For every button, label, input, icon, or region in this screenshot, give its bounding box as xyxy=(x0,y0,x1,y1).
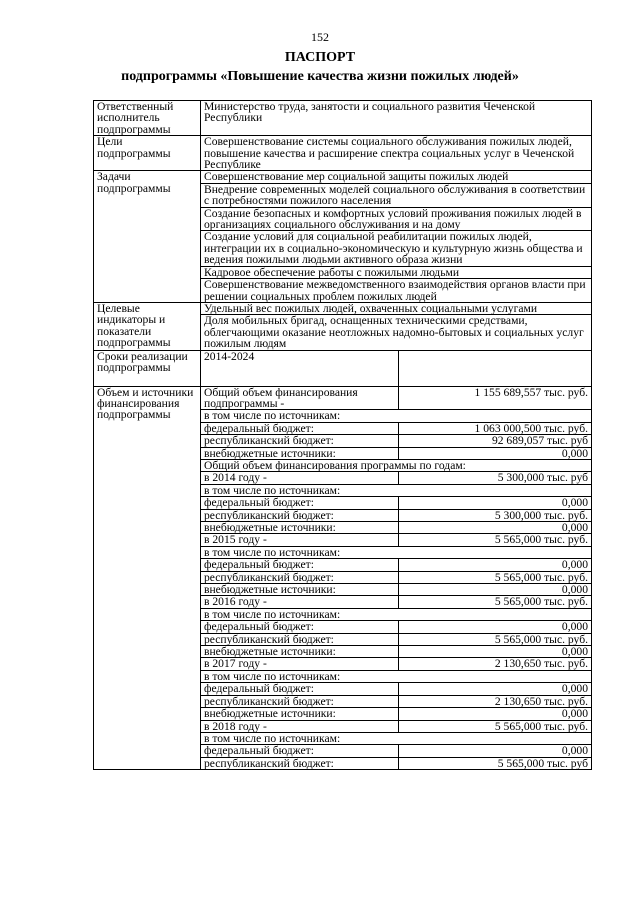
funding-label: республиканский бюджет: xyxy=(201,757,399,769)
funding-label: внебюджетные источники: xyxy=(201,584,399,596)
funding-sources-label: в том числе по источникам: xyxy=(201,670,592,682)
year-label: в 2016 году - xyxy=(201,596,399,608)
table-row xyxy=(94,136,592,171)
funding-value: 0,000 xyxy=(399,447,592,459)
year-label: в 2017 году - xyxy=(201,658,399,670)
funding-label: федеральный бюджет: xyxy=(201,683,399,695)
funding-by-years-label: Общий объем финансирования программы по годам: xyxy=(201,459,592,471)
funding-value: 0,000 xyxy=(399,745,592,757)
funding-value: 0,000 xyxy=(399,522,592,534)
table-row xyxy=(94,302,592,314)
funding-value: 0,000 xyxy=(399,621,592,633)
page-number: 152 xyxy=(311,30,329,44)
funding-total-value: 1 155 689,557 тыс. руб. xyxy=(399,386,592,410)
year-label: в 2014 году - xyxy=(201,472,399,484)
task-item: Совершенствование мер социальной защиты пожилых людей xyxy=(201,171,592,183)
table-row xyxy=(94,386,592,410)
task-item: Совершенствование межведомственного взаимодействия органов власти при решении социальных проблем пожилых людей xyxy=(201,279,592,303)
year-total: 2 130,650 тыс. руб. xyxy=(399,658,592,670)
task-item: Создание безопасных и комфортных условий проживания пожилых людей в организациях социального обслуживания и на дому xyxy=(201,207,592,231)
table-row xyxy=(94,171,592,183)
funding-label: республиканский бюджет: xyxy=(201,509,399,521)
funding-sources-label: в том числе по источникам: xyxy=(201,732,592,744)
funding-sources-label: в том числе по источникам: xyxy=(201,410,592,422)
year-total: 5 565,000 тыс. руб. xyxy=(399,720,592,732)
funding-label: республиканский бюджет: xyxy=(201,633,399,645)
year-total: 5 300,000 тыс. руб xyxy=(399,472,592,484)
table-row xyxy=(94,350,592,386)
funding-value: 5 565,000 тыс. руб. xyxy=(399,633,592,645)
funding-label: федеральный бюджет: xyxy=(201,621,399,633)
row-value: Совершенствование системы социального обслуживания пожилых людей, повышение качества и расширение спектра социальных услуг в Чеченской Республике xyxy=(201,136,592,171)
funding-value: 2 130,650 тыс. руб. xyxy=(399,695,592,707)
funding-sources-label: в том числе по источникам: xyxy=(201,484,592,496)
row-value: Министерство труда, занятости и социального развития Чеченской Республики xyxy=(201,101,592,136)
funding-label: федеральный бюджет: xyxy=(201,497,399,509)
funding-value: 92 689,057 тыс. руб xyxy=(399,435,592,447)
funding-value: 1 063 000,500 тыс. руб. xyxy=(399,422,592,434)
funding-label: внебюджетные источники: xyxy=(201,708,399,720)
document-title: ПАСПОРТ xyxy=(284,50,356,65)
funding-sources-label: в том числе по источникам: xyxy=(201,546,592,558)
funding-label: федеральный бюджет: xyxy=(201,745,399,757)
table-row xyxy=(94,101,592,136)
funding-value: 5 565,000 тыс. руб xyxy=(399,757,592,769)
row-label: Сроки реализации подпрограммы xyxy=(94,350,201,386)
funding-total-label: Общий объем финансирования подпрограммы - xyxy=(201,386,399,410)
funding-value: 5 565,000 тыс. руб. xyxy=(399,571,592,583)
row-label: Цели подпрограммы xyxy=(94,136,201,171)
task-item: Создание условий для социальной реабилитации пожилых людей, интеграции их в социально-экономическую и культурную жизнь общества и ведения пожилыми людьми активного образа жизни xyxy=(201,231,592,266)
funding-value: 5 300,000 тыс. руб. xyxy=(399,509,592,521)
funding-value: 0,000 xyxy=(399,584,592,596)
document-subtitle: подпрограммы «Повышение качества жизни пожилых людей» xyxy=(121,69,519,84)
year-label: в 2015 году - xyxy=(201,534,399,546)
empty-cell xyxy=(399,350,592,386)
funding-label: федеральный бюджет: xyxy=(201,559,399,571)
funding-value: 0,000 xyxy=(399,646,592,658)
terms-value: 2014-2024 xyxy=(201,350,399,386)
funding-value: 0,000 xyxy=(399,497,592,509)
passport-table xyxy=(93,100,592,770)
task-item: Внедрение современных моделей социального обслуживания в соответствии с потребностями пожилого населения xyxy=(201,183,592,207)
indicator-item: Удельный вес пожилых людей, охваченных социальными услугами xyxy=(201,302,592,314)
funding-label: федеральный бюджет: xyxy=(201,422,399,434)
funding-label: внебюджетные источники: xyxy=(201,646,399,658)
funding-value: 0,000 xyxy=(399,559,592,571)
funding-value: 0,000 xyxy=(399,708,592,720)
year-label: в 2018 году - xyxy=(201,720,399,732)
row-label: Задачи подпрограммы xyxy=(94,171,201,302)
year-total: 5 565,000 тыс. руб. xyxy=(399,534,592,546)
indicator-item: Доля мобильных бригад, оснащенных техническими средствами, облегчающими оказание неотложных надомно-бытовых и социальных услуг пожилым людям xyxy=(201,315,592,350)
funding-label: республиканский бюджет: xyxy=(201,695,399,707)
funding-value: 0,000 xyxy=(399,683,592,695)
funding-sources-label: в том числе по источникам: xyxy=(201,608,592,620)
funding-label: республиканский бюджет: xyxy=(201,435,399,447)
year-total: 5 565,000 тыс. руб. xyxy=(399,596,592,608)
task-item: Кадровое обеспечение работы с пожилыми людьми xyxy=(201,266,592,278)
funding-label: республиканский бюджет: xyxy=(201,571,399,583)
row-label: Объем и источники финансирования подпрограммы xyxy=(94,386,201,770)
row-label: Ответственный исполнитель подпрограммы xyxy=(94,101,201,136)
funding-label: внебюджетные источники: xyxy=(201,447,399,459)
row-label: Целевые индикаторы и показатели подпрограммы xyxy=(94,302,201,350)
funding-label: внебюджетные источники: xyxy=(201,522,399,534)
